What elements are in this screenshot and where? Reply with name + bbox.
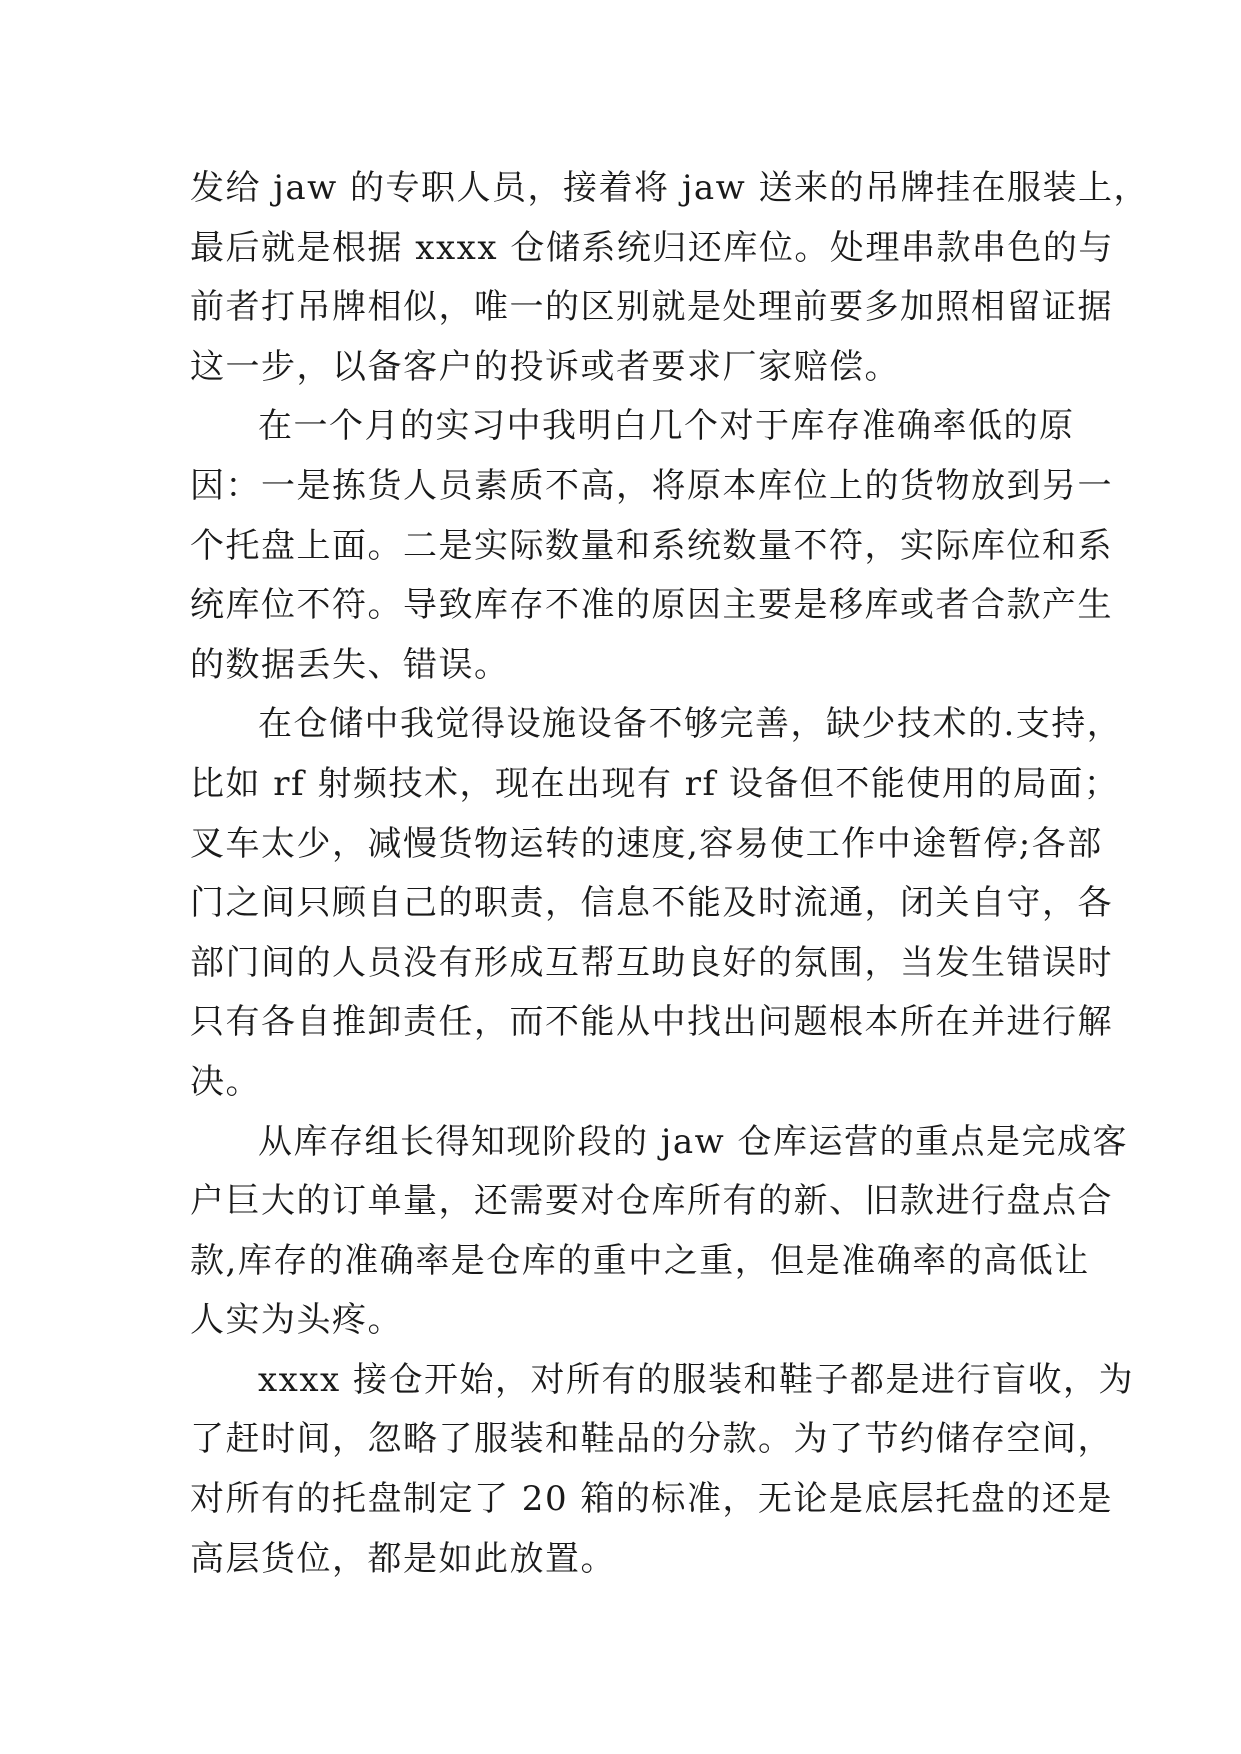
text-line: 从库存组长得知现阶段的 jaw 仓库运营的重点是完成客 [258,1121,1129,1162]
text-line: 因：一是拣货人员素质不高，将原本库位上的货物放到另一 [190,465,1113,506]
text-line: 户巨大的订单量，还需要对仓库所有的新、旧款进行盘点合 [190,1181,1113,1222]
text-line: 款,库存的准确率是仓库的重中之重，但是准确率的高低让 [190,1240,1090,1281]
text-line: 前者打吊牌相似，唯一的区别就是处理前要多加照相留证据 [190,287,1113,328]
text-line: xxxx 接仓开始，对所有的服装和鞋子都是进行盲收，为 [258,1359,1135,1400]
paragraph [190,397,1113,695]
text-line: 只有各自推卸责任，而不能从中找出问题根本所在并进行解 [190,1002,1113,1043]
body-text [190,159,1150,1589]
paragraph [190,695,1123,1112]
text-line: 最后就是根据 xxxx 仓储系统归还库位。处理串款串色的与 [190,227,1114,268]
text-line: 在仓储中我觉得设施设备不够完善，缺少技术的.支持， [258,704,1123,745]
text-line: 这一步，以备客户的投诉或者要求厂家赔偿。 [190,346,900,387]
text-line: 高层货位，都是如此放置。 [190,1538,616,1579]
text-line: 统库位不符。导致库存不准的原因主要是移库或者合款产生 [190,585,1113,626]
text-line: 人实为头疼。 [190,1300,403,1341]
paragraph [190,1113,1129,1351]
text-line: 发给 jaw 的专职人员，接着将 jaw 送来的吊牌挂在服装上， [190,168,1150,208]
text-line: 门之间只顾自己的职责，信息不能及时流通，闭关自守，各 [190,883,1113,924]
text-line: 的数据丢失、错误。 [190,644,510,685]
text-line: 比如 rf 射频技术，现在出现有 rf 设备但不能使用的局面； [190,763,1120,804]
paragraph [190,1351,1135,1589]
text-line: 个托盘上面。二是实际数量和系统数量不符，实际库位和系 [190,525,1113,566]
text-line: 了赶时间，忽略了服装和鞋品的分款。为了节约储存空间， [190,1419,1113,1460]
text-line: 对所有的托盘制定了 20 箱的标准，无论是底层托盘的还是 [190,1479,1113,1520]
text-line: 在一个月的实习中我明白几个对于库存准确率低的原 [258,406,1075,447]
text-line: 部门间的人员没有形成互帮互助良好的氛围，当发生错误时 [190,942,1113,983]
text-line: 叉车太少，减慢货物运转的速度,容易使工作中途暂停;各部 [190,823,1103,864]
text-line: 决。 [190,1061,261,1102]
paragraph [190,159,1150,397]
